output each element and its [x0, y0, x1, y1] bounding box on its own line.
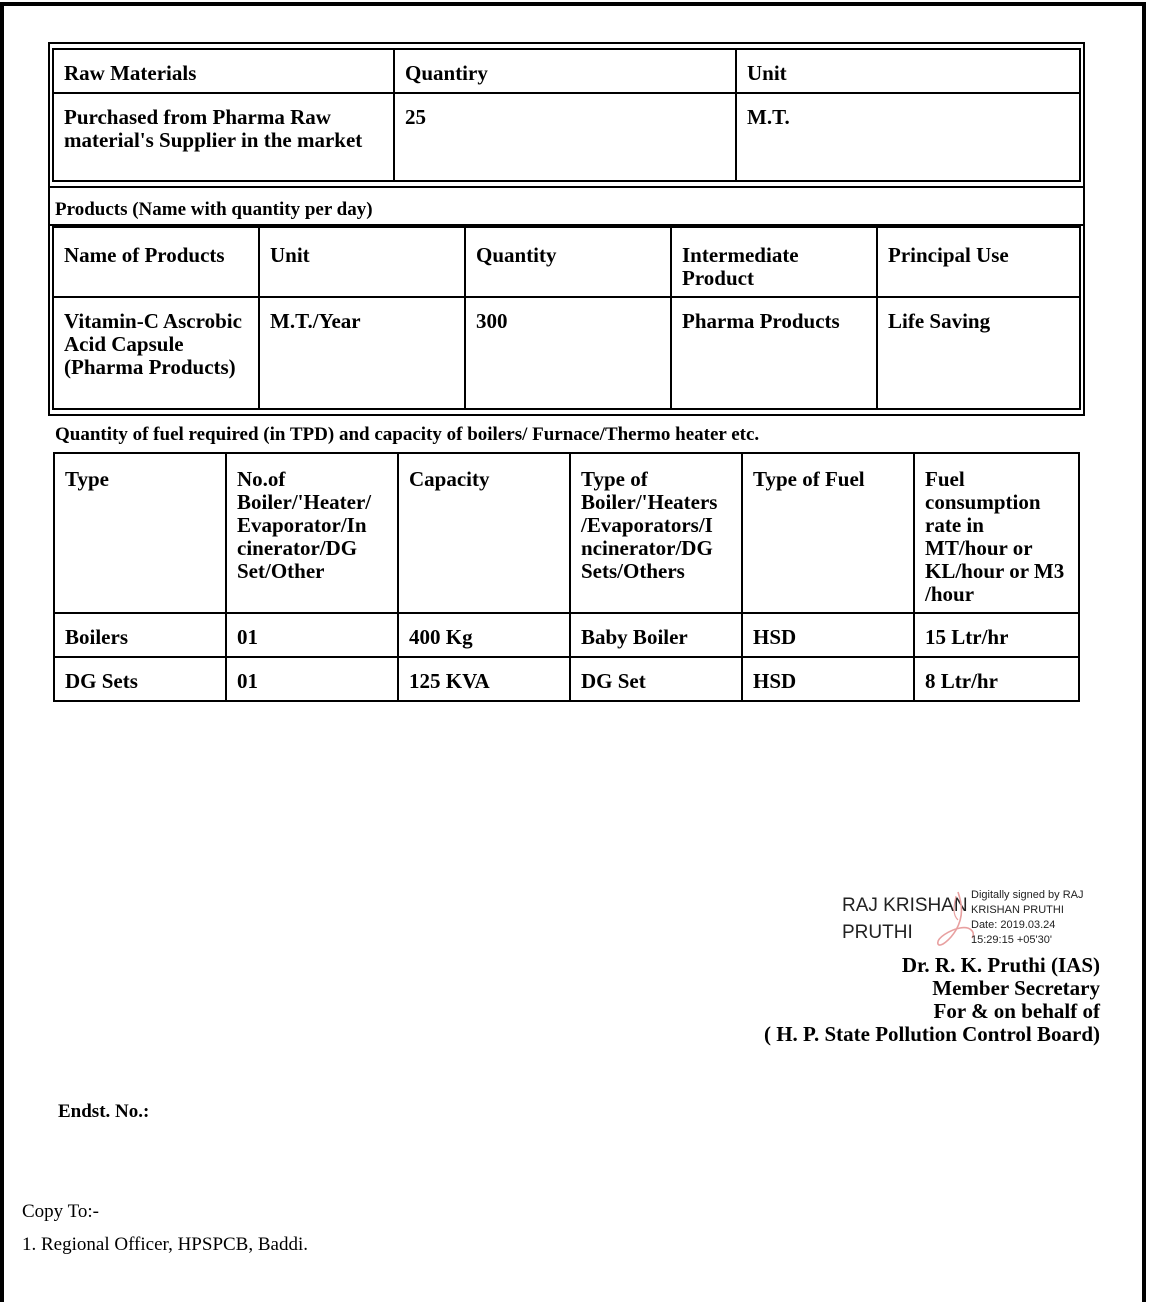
raw-material-quantity: 25 — [394, 93, 736, 181]
table-row — [53, 93, 1080, 181]
header-fuel-consumption: Fuel consumption rate in MT/hour or KL/hour or M3 /hour — [914, 453, 1079, 613]
header-quantity: Quantity — [465, 227, 671, 297]
copy-to-label: Copy To:- — [22, 1201, 99, 1222]
fuel-unit-type: Baby Boiler — [570, 613, 742, 657]
raw-material-name: Purchased from Pharma Raw material's Supplier in the market — [53, 93, 394, 181]
fuel-unit-type: DG Set — [570, 657, 742, 701]
signatory-block — [764, 954, 1100, 1046]
header-raw-materials: Raw Materials — [53, 49, 394, 93]
signatory-organization: ( H. P. State Pollution Control Board) — [763, 1022, 1100, 1046]
table-header-row — [54, 453, 1079, 613]
products-table — [52, 226, 1081, 410]
signatory-name: Dr. R. K. Pruthi (IAS) — [901, 953, 1100, 977]
signature-details — [971, 888, 1084, 948]
fuel-consumption: 8 Ltr/hr — [914, 657, 1079, 701]
header-type-of-fuel: Type of Fuel — [742, 453, 914, 613]
fuel-capacity: 125 KVA — [398, 657, 570, 701]
product-principal-use: Life Saving — [877, 297, 1080, 409]
header-quantity: Quantiry — [394, 49, 736, 93]
raw-materials-table — [52, 48, 1081, 182]
table-row — [54, 613, 1079, 657]
fuel-count: 01 — [226, 613, 398, 657]
digital-signature — [842, 886, 1112, 952]
fuel-type: DG Sets — [54, 657, 226, 701]
header-intermediate-product: Intermediate Product — [671, 227, 877, 297]
signatory-on-behalf: For & on behalf of — [933, 999, 1100, 1023]
signature-detail-line: 15:29:15 +05'30' — [971, 934, 1052, 946]
signer-name-line2: PRUTHI — [842, 922, 913, 943]
fuel-count: 01 — [226, 657, 398, 701]
header-capacity: Capacity — [398, 453, 570, 613]
fuel-type: Boilers — [54, 613, 226, 657]
product-unit: M.T./Year — [259, 297, 465, 409]
signatory-designation: Member Secretary — [932, 976, 1100, 1000]
fuel-consumption: 15 Ltr/hr — [914, 613, 1079, 657]
signature-detail-line: Digitally signed by RAJ — [971, 889, 1084, 901]
product-intermediate: Pharma Products — [671, 297, 877, 409]
fuel-fuel-type: HSD — [742, 657, 914, 701]
table-row — [54, 657, 1079, 701]
table-header-row — [53, 49, 1080, 93]
product-quantity: 300 — [465, 297, 671, 409]
fuel-table — [53, 452, 1080, 702]
header-unit: Unit — [736, 49, 1080, 93]
endst-label: Endst. No.: — [58, 1101, 150, 1122]
fuel-caption: Quantity of fuel required (in TPD) and capacity of boilers/ Furnace/Thermo heater etc. — [55, 424, 760, 445]
table-header-row — [53, 227, 1080, 297]
signature-detail-line: Date: 2019.03.24 — [971, 919, 1056, 931]
copy-to-item: 1. Regional Officer, HPSPCB, Baddi. — [22, 1234, 308, 1255]
header-unit: Unit — [259, 227, 465, 297]
fuel-capacity: 400 Kg — [398, 613, 570, 657]
header-type: Type — [54, 453, 226, 613]
products-caption: Products (Name with quantity per day) — [48, 186, 1085, 226]
header-name-of-products: Name of Products — [53, 227, 259, 297]
signature-detail-line: KRISHAN PRUTHI — [971, 904, 1064, 916]
raw-material-unit: M.T. — [736, 93, 1080, 181]
signer-name-line1: RAJ KRISHAN — [842, 895, 968, 916]
header-principal-use: Principal Use — [877, 227, 1080, 297]
header-type-of-unit: Type of Boiler/'Heaters /Evaporators/I ncinerator/DG Sets/Others — [570, 453, 742, 613]
header-no-of-units: No.of Boiler/'Heater/ Evaporator/In cinerator/DG Set/Other — [226, 453, 398, 613]
table-row — [53, 297, 1080, 409]
product-name: Vitamin-C Ascrobic Acid Capsule (Pharma Products) — [53, 297, 259, 409]
fuel-fuel-type: HSD — [742, 613, 914, 657]
